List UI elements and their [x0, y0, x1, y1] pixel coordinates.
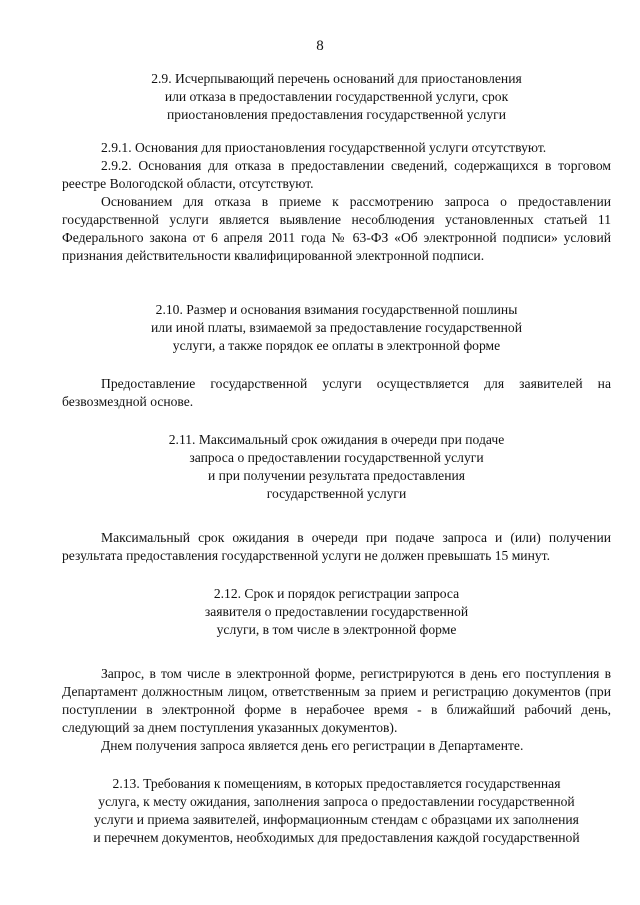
heading-line: 2.13. Требования к помещениям, в которых предоставляется государственная: [112, 776, 561, 791]
paragraph-2-12-receipt-day: Днем получения запроса является день его регистрации в Департаменте.: [101, 738, 524, 753]
paragraph-2-9-refusal: Основанием для отказа в приеме к рассмотрению запроса о предоставлении государственной услуги является выявление несоблюдения установленных статьей 11 Федерального закона от 6 апреля 2011 года № 63-ФЗ «Об электронной подписи» условий признания действительности квалифицированной электронной подписи.: [62, 194, 611, 263]
paragraph-2-10: Предоставление государственной услуги осуществляется для заявителей на безвозмездной основе.: [62, 376, 611, 409]
heading-line: услуги, а также порядок ее оплаты в электронной форме: [172, 338, 501, 353]
heading-line: услуги и приема заявителей, информационным стендам с образцами их заполнения: [94, 812, 579, 827]
heading-line: услуги, в том числе в электронной форме: [216, 622, 457, 637]
section-2-12-heading: [62, 585, 611, 639]
paragraph-2-9-2: 2.9.2. Основания для отказа в предоставлении сведений, содержащихся в торговом реестре Вологодской области, отсутствуют.: [62, 158, 611, 191]
heading-line: заявителя о предоставлении государственной: [204, 604, 469, 619]
heading-line: 2.10. Размер и основания взимания государственной пошлины: [155, 302, 518, 317]
heading-line: или иной платы, взимаемой за предоставление государственной: [151, 320, 522, 335]
section-2-13-heading: [62, 775, 611, 847]
heading-line: приостановления предоставления государственной услуги: [167, 107, 506, 122]
section-2-9-heading: [62, 70, 611, 124]
heading-line: и перечнем документов, необходимых для предоставления каждой государственной: [93, 830, 580, 845]
heading-line: или отказа в предоставлении государственной услуги, срок: [164, 89, 509, 104]
paragraph-2-11: Максимальный срок ожидания в очереди при подаче запроса и (или) получении результата предоставления государственной услуги не должен превышать 15 минут.: [62, 530, 611, 563]
heading-line: 2.11. Максимальный срок ожидания в очереди при подаче: [168, 432, 505, 447]
page-number: 8: [316, 38, 324, 54]
paragraph-2-12-registration: Запрос, в том числе в электронной форме, регистрируются в день его поступления в Департамент должностным лицом, ответственным за прием и регистрацию документов (при поступлении в электронной форме в нерабочее время - в ближайший рабочий день, следующий за днем поступления указанных документов).: [62, 666, 611, 735]
heading-line: и при получении результата предоставления: [207, 468, 466, 483]
heading-line: запроса о предоставлении государственной услуги: [189, 450, 484, 465]
section-2-10-heading: [62, 301, 611, 355]
page-content: [62, 70, 611, 847]
heading-line: услуга, к месту ожидания, заполнения запроса о предоставлении государственной: [98, 794, 575, 809]
paragraph-2-9-1: 2.9.1. Основания для приостановления государственной услуги отсутствуют.: [101, 140, 547, 155]
heading-line: 2.9. Исчерпывающий перечень оснований для приостановления: [151, 71, 522, 86]
heading-line: 2.12. Срок и порядок регистрации запроса: [213, 586, 460, 601]
heading-line: государственной услуги: [266, 486, 407, 501]
section-2-11-heading: [62, 431, 611, 503]
